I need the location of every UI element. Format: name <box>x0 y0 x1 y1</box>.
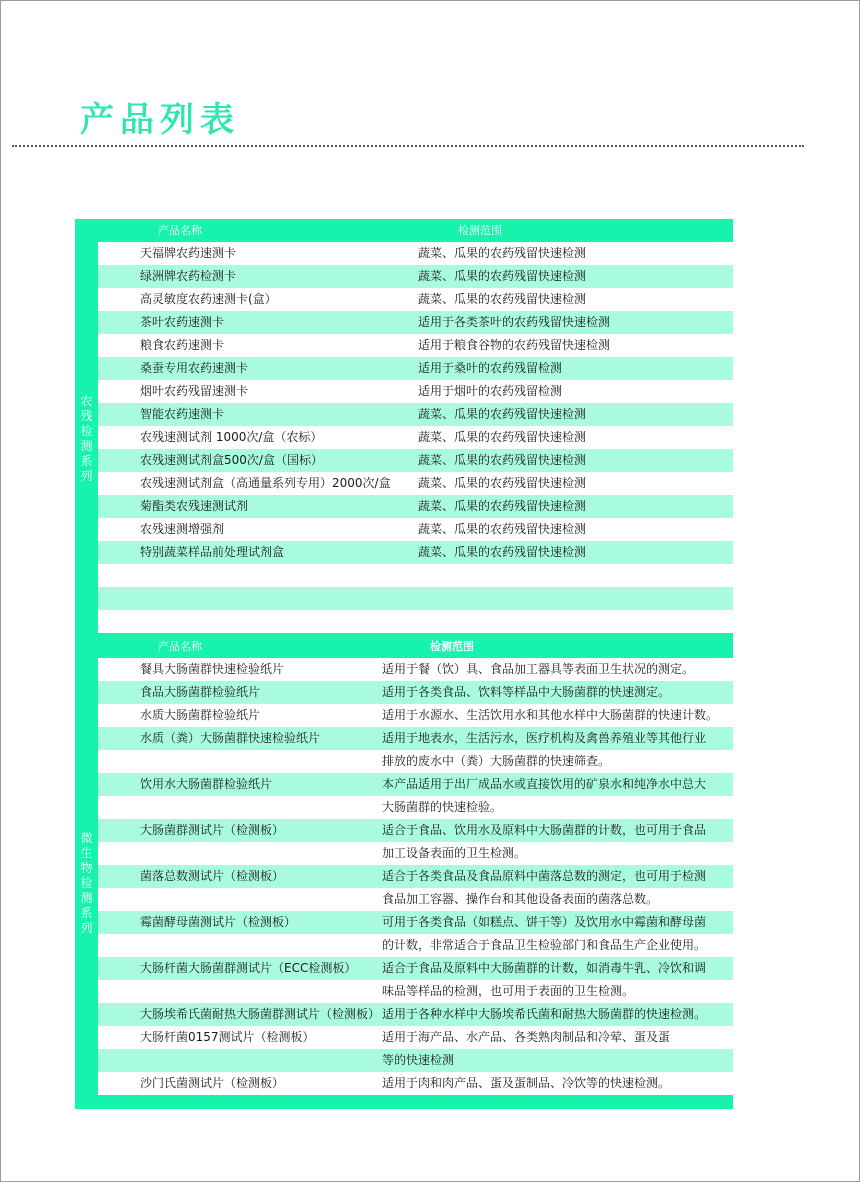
detection-scope-cell: 适合于食品、饮用水及原料中大肠菌群的计数，也可用于食品 <box>382 823 707 837</box>
table-row <box>98 911 733 934</box>
header-detection-scope: 检测范围 <box>430 640 474 653</box>
header-product-name: 产品名称 <box>158 224 202 237</box>
section-microbiology <box>75 635 733 1109</box>
detection-scope-cell: 蔬菜、瓜果的农药残留快速检测 <box>418 407 587 421</box>
product-name-cell: 烟叶农药残留速测卡 <box>140 384 249 398</box>
product-name-cell: 高灵敏度农药速测卡(盒） <box>140 292 277 306</box>
product-name-cell: 水质（粪）大肠菌群快速检验纸片 <box>140 731 321 745</box>
table-row <box>98 311 733 334</box>
product-name-cell: 霉菌酵母菌测试片（检测板） <box>140 915 297 929</box>
page-title: 产品列表 <box>80 100 240 140</box>
table-row <box>98 587 733 610</box>
table-row <box>98 1072 733 1095</box>
product-name-cell: 大肠杆菌0157测试片（检测板） <box>140 1030 315 1044</box>
table-row <box>98 1003 733 1026</box>
product-name-cell: 水质大肠菌群检验纸片 <box>140 708 261 722</box>
table-row <box>98 334 733 357</box>
product-name-cell: 食品大肠菌群检验纸片 <box>140 685 261 699</box>
detection-scope-cell: 蔬菜、瓜果的农药残留快速检测 <box>418 246 587 260</box>
table-row <box>98 750 733 773</box>
detection-scope-cell: 蔬菜、瓜果的农药残留快速检测 <box>418 499 587 513</box>
detection-scope-cell: 适用于水源水、生活饮用水和其他水样中大肠菌群的快速计数。 <box>382 708 719 722</box>
detection-scope-cell: 适用于肉和肉产品、蛋及蛋制品、冷饮等的快速检测。 <box>382 1076 671 1090</box>
table-row <box>98 357 733 380</box>
detection-scope-cell: 适用于各类茶叶的农药残留快速检测 <box>418 315 611 329</box>
table-row <box>98 865 733 888</box>
table-row <box>98 426 733 449</box>
table-row <box>98 727 733 750</box>
table-row <box>98 957 733 980</box>
product-name-cell: 菊酯类农残速测试剂 <box>140 499 249 513</box>
table-row <box>98 888 733 911</box>
detection-scope-cell: 适用于地表水，生活污水，医疗机构及禽兽养殖业等其他行业 <box>382 731 707 745</box>
table-row <box>98 980 733 1003</box>
product-name-cell: 饮用水大肠菌群检验纸片 <box>140 777 273 791</box>
table-row <box>98 658 733 681</box>
detection-scope-cell: 蔬菜、瓜果的农药残留快速检测 <box>418 453 587 467</box>
detection-scope-cell: 适用于餐（饮）具、食品加工器具等表面卫生状况的测定。 <box>382 662 695 676</box>
detection-scope-cell: 适用于各类食品、饮料等样品中大肠菌群的快速测定。 <box>382 685 671 699</box>
product-name-cell: 特别蔬菜样品前处理试剂盒 <box>140 545 285 559</box>
detection-scope-cell: 加工设备表面的卫生检测。 <box>382 846 527 860</box>
table-row <box>98 934 733 957</box>
detection-scope-cell: 可用于各类食品（如糕点、饼干等）及饮用水中霉菌和酵母菌 <box>382 915 707 929</box>
detection-scope-cell: 适用于各种水样中大肠埃希氏菌和耐热大肠菌群的快速检测。 <box>382 1007 707 1021</box>
table-body <box>98 242 733 633</box>
table-row <box>98 495 733 518</box>
product-name-cell: 智能农药速测卡 <box>140 407 225 421</box>
table-row <box>98 242 733 265</box>
product-name-cell: 农残速测试剂盒500次/盒（国标） <box>140 453 323 467</box>
detection-scope-cell: 蔬菜、瓜果的农药残留快速检测 <box>418 476 587 490</box>
detection-scope-cell: 蔬菜、瓜果的农药残留快速检测 <box>418 545 587 559</box>
detection-scope-cell: 适合于各类食品及食品原料中菌落总数的测定，也可用于检测 <box>382 869 707 883</box>
product-name-cell: 沙门氏菌测试片（检测板） <box>140 1076 285 1090</box>
detection-scope-cell: 适用于桑叶的农药残留检测 <box>418 361 563 375</box>
product-name-cell: 菌落总数测试片（检测板） <box>140 869 285 883</box>
table-row <box>98 564 733 587</box>
section-label-text: 微生物检测系列 <box>80 831 93 935</box>
section-pesticide-residue <box>75 219 733 635</box>
detection-scope-cell: 适用于烟叶的农药残留检测 <box>418 384 563 398</box>
table-header <box>98 635 733 658</box>
header-detection-scope: 检测范围 <box>458 224 502 237</box>
detection-scope-cell: 大肠菌群的快速检验。 <box>382 800 503 814</box>
section-label-pesticide <box>75 242 98 635</box>
table-row <box>98 819 733 842</box>
table-row <box>98 842 733 865</box>
detection-scope-cell: 蔬菜、瓜果的农药残留快速检测 <box>418 269 587 283</box>
table-row <box>98 472 733 495</box>
product-name-cell: 农残速测试剂盒（高通量系列专用）2000次/盒 <box>140 476 391 490</box>
product-name-cell: 大肠埃希氏菌耐热大肠菌群测试片（检测板） <box>140 1007 381 1021</box>
detection-scope-cell: 等的快速检测 <box>382 1053 455 1067</box>
detection-scope-cell: 适用于海产品、水产品、各类熟肉制品和冷荤、蛋及蛋 <box>382 1030 671 1044</box>
detection-scope-cell: 排放的废水中（粪）大肠菌群的快速筛查。 <box>382 754 611 768</box>
product-name-cell: 天福牌农药速测卡 <box>140 246 237 260</box>
detection-scope-cell: 适合于食品及原料中大肠菌群的计数，如消毒牛乳、冷饮和调 <box>382 961 707 975</box>
table-row <box>98 796 733 819</box>
table-row <box>98 681 733 704</box>
table-row <box>98 518 733 541</box>
table-body <box>98 658 733 1095</box>
product-name-cell: 农残速测试剂 1000次/盒（农标） <box>140 430 323 444</box>
table-row <box>98 541 733 564</box>
detection-scope-cell: 的计数，非常适合于食品卫生检验部门和食品生产企业使用。 <box>382 938 707 952</box>
product-name-cell: 茶叶农药速测卡 <box>140 315 225 329</box>
section-label-microbiology <box>75 658 98 1109</box>
table-row <box>98 773 733 796</box>
product-table <box>75 219 733 1109</box>
detection-scope-cell: 食品加工容器、操作台和其他设备表面的菌落总数。 <box>382 892 659 906</box>
table-row <box>98 1049 733 1072</box>
table-row <box>98 1026 733 1049</box>
product-name-cell: 农残速测增强剂 <box>140 522 225 536</box>
table-row <box>98 704 733 727</box>
detection-scope-cell: 蔬菜、瓜果的农药残留快速检测 <box>418 522 587 536</box>
table-row <box>98 403 733 426</box>
detection-scope-cell: 适用于粮食谷物的农药残留快速检测 <box>418 338 611 352</box>
table-row <box>98 265 733 288</box>
product-name-cell: 大肠杆菌大肠菌群测试片（ECC检测板） <box>140 961 357 975</box>
product-name-cell: 粮食农药速测卡 <box>140 338 225 352</box>
detection-scope-cell: 本产品适用于出厂成品水或直接饮用的矿泉水和纯净水中总大 <box>382 777 707 791</box>
product-name-cell: 桑蚕专用农药速测卡 <box>140 361 249 375</box>
detection-scope-cell: 味品等样品的检测，也可用于表面的卫生检测。 <box>382 984 635 998</box>
product-name-cell: 大肠菌群测试片（检测板） <box>140 823 285 837</box>
detection-scope-cell: 蔬菜、瓜果的农药残留快速检测 <box>418 430 587 444</box>
section-label-text: 农残检测系列 <box>80 393 93 483</box>
title-divider <box>12 145 804 147</box>
table-row <box>98 449 733 472</box>
table-row <box>98 380 733 403</box>
product-name-cell: 餐具大肠菌群快速检验纸片 <box>140 662 285 676</box>
header-product-name: 产品名称 <box>158 640 202 653</box>
detection-scope-cell: 蔬菜、瓜果的农药残留快速检测 <box>418 292 587 306</box>
product-name-cell: 绿洲牌农药检测卡 <box>140 269 237 283</box>
table-header <box>98 219 733 242</box>
table-row <box>98 288 733 311</box>
table-row <box>98 610 733 633</box>
